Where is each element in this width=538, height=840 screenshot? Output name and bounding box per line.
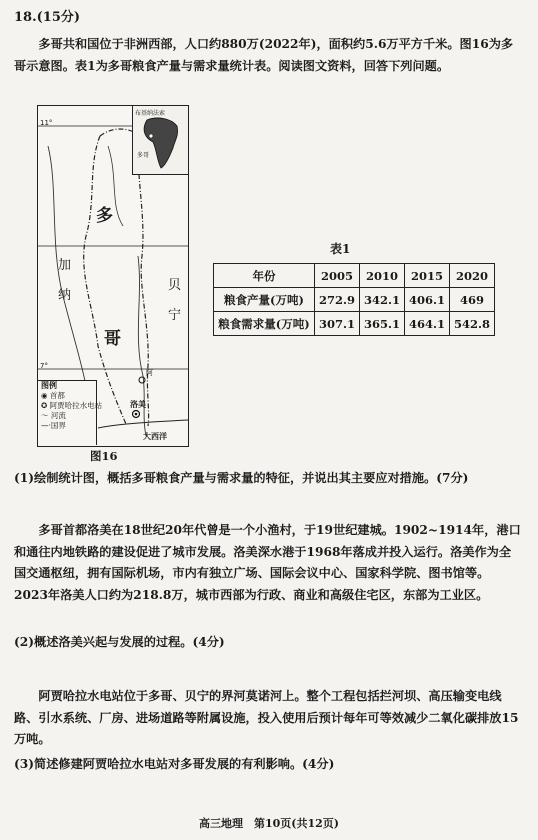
paragraph-lome: 多哥首都洛美在18世纪20年代曾是一个小渔村，于19世纪建城。1902~1914年，港口和通往内地铁路的建设促进了城市发展。洛美深水港于1968年落成并投入运行。洛美作为全国交通枢纽，拥有国际机场，市内有独立广场、国际会议中心、国家科学院、图书馆等。2023年洛美人口约为218.8万，城市西部为行政、商业和高级住宅区，东部为工业区。 — [14, 523, 521, 602]
africa-inset — [132, 106, 188, 175]
table-header-year: 年份 — [214, 264, 315, 288]
map-label-ning: 宁 — [168, 308, 182, 323]
table-row — [214, 288, 495, 312]
table-cell: 272.9 — [315, 288, 360, 312]
food-table — [213, 263, 495, 336]
page-footer: 高三地理 第10页(共12页) — [198, 817, 340, 830]
paragraph-dam: 阿贾哈拉水电站位于多哥、贝宁的界河莫诺河上。整个工程包括拦河坝、高压输变电线路、引水系统、厂房、进场道路等附属设施，投入使用后预计每年可等效减少二氧化碳排放15万吨。 — [14, 689, 519, 746]
legend-item-river: ～ 河流 — [41, 411, 66, 420]
table-cell: 307.1 — [315, 312, 360, 336]
inset-title: 布基纳法索 — [135, 110, 166, 117]
row-label-demand: 粮食需求量(万吨) — [214, 312, 315, 336]
capital-label: 洛美 — [130, 400, 146, 409]
question-3: (3)简述修建阿贾哈拉水电站对多哥发展的有利影响。(4分) — [14, 757, 335, 771]
legend-title: 图例 — [41, 381, 57, 390]
legend-item-capital: ◉ 首都 — [41, 391, 65, 400]
lat-11-label: 11° — [40, 119, 53, 127]
table-cell: 464.1 — [405, 312, 450, 336]
table-header-2015: 2015 — [405, 264, 450, 288]
table-cell: 365.1 — [360, 312, 405, 336]
coastline — [98, 420, 188, 428]
map-label-ge: 哥 — [104, 329, 121, 349]
question-1: (1)绘制统计图，概括多哥粮食产量与需求量的特征，并说出其主要应对措施。(7分) — [14, 471, 469, 485]
legend-item-border: —·国界 — [41, 421, 66, 430]
table-cell: 542.8 — [450, 312, 495, 336]
inset-label: 多哥 — [137, 152, 150, 159]
table-title: 表1 — [330, 242, 351, 256]
table-header-2020: 2020 — [450, 264, 495, 288]
map-label-na: 纳 — [58, 288, 72, 303]
dam-marker — [139, 377, 145, 383]
legend-item-dam: ✪ 阿贾哈拉水电站 — [41, 401, 103, 410]
row-label-production: 粮食产量(万吨) — [214, 288, 315, 312]
map-legend — [38, 380, 103, 445]
river-west — [48, 146, 90, 406]
table-cell: 406.1 — [405, 288, 450, 312]
table-header-2010: 2010 — [360, 264, 405, 288]
lat-7-label: 7° — [40, 362, 48, 370]
figure-caption: 图16 — [90, 449, 118, 463]
dam-label: 阿 — [146, 369, 153, 377]
map-label-jia: 加 — [58, 258, 72, 273]
table-row — [214, 312, 495, 336]
question-2: (2)概述洛美兴起与发展的过程。(4分) — [14, 635, 225, 649]
table-cell: 342.1 — [360, 288, 405, 312]
ocean-label: 大西洋 — [143, 432, 167, 441]
africa-outline — [133, 106, 188, 174]
question-intro: 多哥共和国位于非洲西部，人口约880万(2022年)，面积约5.6万平方千米。图16为多哥示意图。表1为多哥粮食产量与需求量统计表。阅读图文资料，回答下列问题。 — [14, 37, 514, 73]
table-header-row — [214, 264, 495, 288]
question-number: 18.(15分) — [14, 10, 81, 25]
table-header-2005: 2005 — [315, 264, 360, 288]
map-label-bei: 贝 — [168, 278, 182, 293]
table-cell: 469 — [450, 288, 495, 312]
map-label-duo: 多 — [96, 206, 113, 226]
